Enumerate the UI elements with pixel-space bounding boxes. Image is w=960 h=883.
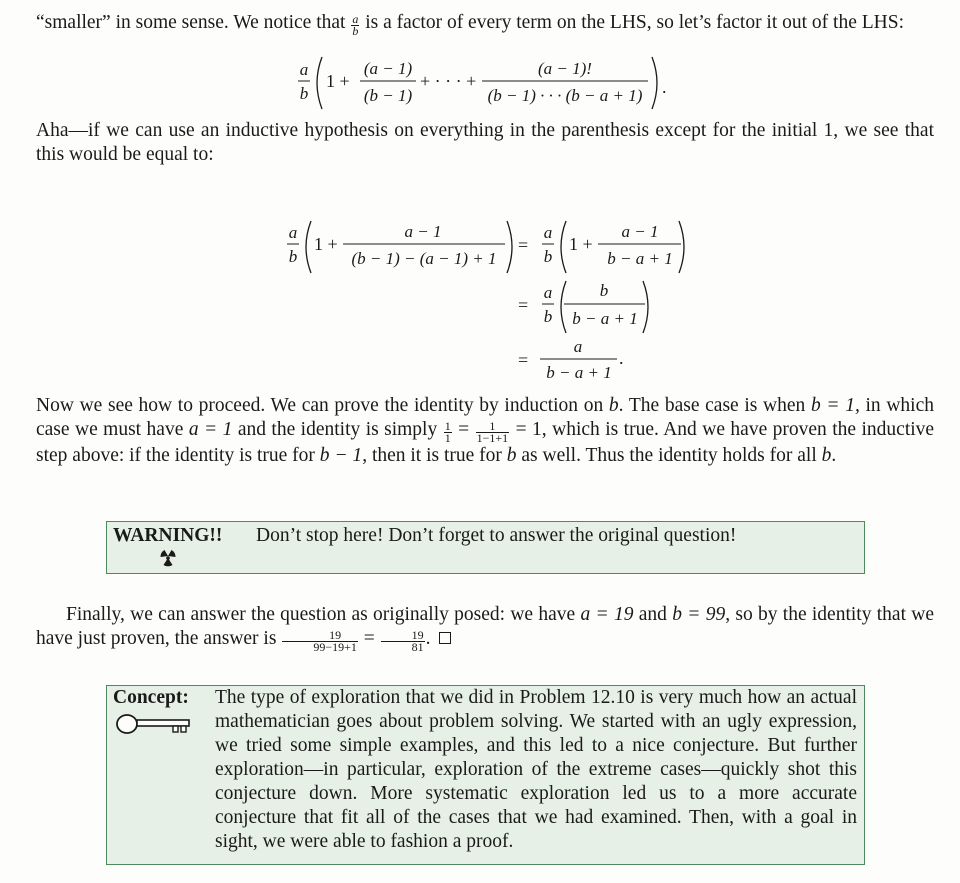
eq1-period: . bbox=[662, 77, 667, 97]
math-b-eq-1: b = 1, bbox=[810, 395, 860, 416]
math-b: b bbox=[506, 445, 517, 466]
eq1-t2-den: (b − 1) · · · (b − a + 1) bbox=[487, 86, 643, 105]
eq2-equals: = bbox=[518, 295, 529, 315]
eq2-r2-num: b bbox=[599, 281, 609, 300]
eq2-a: a bbox=[543, 283, 553, 302]
text-span: is a factor of every term on the LHS, so let’s factor it out of the LHS: bbox=[365, 12, 905, 33]
eq2-paren bbox=[561, 221, 566, 273]
warning-box bbox=[106, 521, 865, 574]
inline-fraction-base-case bbox=[476, 421, 510, 444]
equation-factored bbox=[292, 55, 682, 118]
paragraph-intro bbox=[36, 11, 934, 37]
eq2-r1-den: b − a + 1 bbox=[607, 249, 673, 268]
eq2-one-plus: 1 + bbox=[569, 234, 593, 254]
eq2-b: b bbox=[543, 247, 553, 266]
eq1-t1-den: (b − 1) bbox=[363, 86, 413, 105]
text-span: and the identity is simply bbox=[237, 419, 438, 440]
eq2-paren bbox=[306, 221, 311, 273]
eq2-paren bbox=[561, 281, 566, 333]
inline-fraction-one-over-one bbox=[444, 421, 452, 444]
inline-fraction-answer bbox=[282, 630, 358, 653]
math-a-eq-1: a = 1 bbox=[188, 419, 233, 440]
eq2-b: b bbox=[543, 307, 553, 326]
eq1-left-paren bbox=[317, 57, 322, 109]
text-span: . The base case is when bbox=[618, 395, 806, 416]
text-span: , then it is true for bbox=[362, 445, 502, 466]
eq2-r3-den: b − a + 1 bbox=[546, 363, 612, 382]
eq2-l1-den: (b − 1) − (a − 1) + 1 bbox=[351, 249, 497, 268]
eq2-period: . bbox=[619, 348, 624, 368]
radiation-icon bbox=[159, 549, 177, 574]
frac-den: 1 bbox=[444, 431, 451, 445]
eq2-equals: = bbox=[518, 235, 529, 255]
text-span: , which is true. And we have proven the inductive step above: if the identity is true for bbox=[36, 419, 935, 466]
inline-fraction-answer-simplified bbox=[381, 630, 425, 653]
eq2-paren bbox=[643, 281, 648, 333]
math-b-eq-99: b = 99 bbox=[672, 604, 726, 625]
inline-fraction-a-over-b bbox=[351, 14, 359, 37]
eq2-r3-num: a bbox=[573, 337, 583, 356]
eq1-right-paren bbox=[652, 57, 657, 109]
eq2-paren bbox=[507, 221, 512, 273]
equation-simplification bbox=[283, 218, 703, 390]
frac-den: 1−1+1 bbox=[476, 431, 509, 445]
eq1-b: b bbox=[299, 84, 309, 103]
eq2-one-plus: 1 + bbox=[314, 234, 338, 254]
text-span: , so by the identity that we have just proven, the answer is bbox=[36, 604, 935, 649]
frac-den: 81 bbox=[411, 640, 424, 654]
eq1-one-plus: 1 + bbox=[326, 71, 350, 91]
concept-box bbox=[106, 685, 865, 865]
eq2-l1-num: a − 1 bbox=[404, 222, 442, 241]
paragraph-induction: Now we see how to proceed. We can prove the identity by induction on b. The base case is when b = 1, in which case we must have a = 1 and the identity is simply $\frac{1}{1}$ = $\frac{1}{1-1+1}$ = 1, which is true. And we have proven the inductive step above: if the identity is true for b − 1, then it is true for b as well. Thus the identity holds for all b. bbox=[36, 395, 935, 466]
text-span: and bbox=[638, 604, 667, 625]
frac-num: 1 bbox=[476, 421, 510, 433]
eq2-b: b bbox=[288, 247, 298, 266]
warning-text: Don’t stop here! Don’t forget to answer the original question! bbox=[256, 525, 737, 546]
concept-text: The type of exploration that we did in Problem 12.10 is very much how an actual mathematician goes about problem solving. We started with an ugly expression, we tried some simple examples, and this led to a nice conjecture. But further exploration—in particular, exploration of the extreme cases—quickly shot this conjecture down. More systematic exploration led us to a more accurate conjecture that fit all of the cases that we had examined. Then, with a goal in sight, we were able to fashion a proof. bbox=[215, 687, 857, 852]
eq1-t2-num: (a − 1)! bbox=[538, 59, 592, 78]
eq2-equals: = bbox=[518, 350, 529, 370]
frac-den: 99−19+1 bbox=[313, 640, 357, 654]
text-span: Finally, we can answer the question as originally posed: we have bbox=[66, 604, 576, 625]
eq2-paren bbox=[679, 221, 684, 273]
text-span: “smaller” in some sense. We notice that bbox=[36, 12, 346, 33]
eq2-r2-den: b − a + 1 bbox=[572, 309, 638, 328]
eq1-t1-num: (a − 1) bbox=[363, 59, 413, 78]
frac-den: b bbox=[352, 24, 359, 38]
frac-num: 19 bbox=[282, 630, 358, 642]
math-eq: = bbox=[458, 419, 470, 440]
text-span: as well. Thus the identity holds for all bbox=[521, 445, 817, 466]
math-eq-one: = 1 bbox=[515, 419, 542, 440]
text-span: Now we see how to proceed. We can prove the identity by induction on bbox=[36, 395, 604, 416]
qed-box bbox=[439, 632, 451, 644]
eq2-r1-num: a − 1 bbox=[621, 222, 659, 241]
eq1-a: a bbox=[299, 60, 309, 79]
frac-num: a bbox=[352, 12, 359, 26]
paragraph-aha: Aha—if we can use an inductive hypothesis on everything in the parenthesis except for the initial 1, we see that this would be equal to: bbox=[36, 120, 934, 165]
math-b: b bbox=[821, 445, 832, 466]
frac-num: 1 bbox=[444, 419, 451, 433]
math-b: b bbox=[608, 395, 619, 416]
eq2-a: a bbox=[543, 223, 553, 242]
text-span: in which case we must have bbox=[36, 395, 934, 440]
math-eq: = bbox=[363, 628, 375, 649]
eq2-a: a bbox=[288, 223, 298, 242]
math-b-minus-1: b − 1 bbox=[319, 445, 363, 466]
math-a-eq-19: a = 19 bbox=[580, 604, 634, 625]
eq1-dots: + · · · + bbox=[420, 71, 477, 91]
concept-label: Concept: bbox=[113, 687, 189, 708]
frac-num: 19 bbox=[381, 630, 425, 642]
warning-label: WARNING!! bbox=[113, 525, 223, 546]
paragraph-final-answer: Finally, we can answer the question as originally posed: we have a = 19 and b = 99, so by the identity that we have just proven, the answer is $\frac{19}{99-19+1}$ = $\frac{19}{81}$ . bbox=[36, 604, 935, 654]
key-icon bbox=[115, 712, 193, 743]
